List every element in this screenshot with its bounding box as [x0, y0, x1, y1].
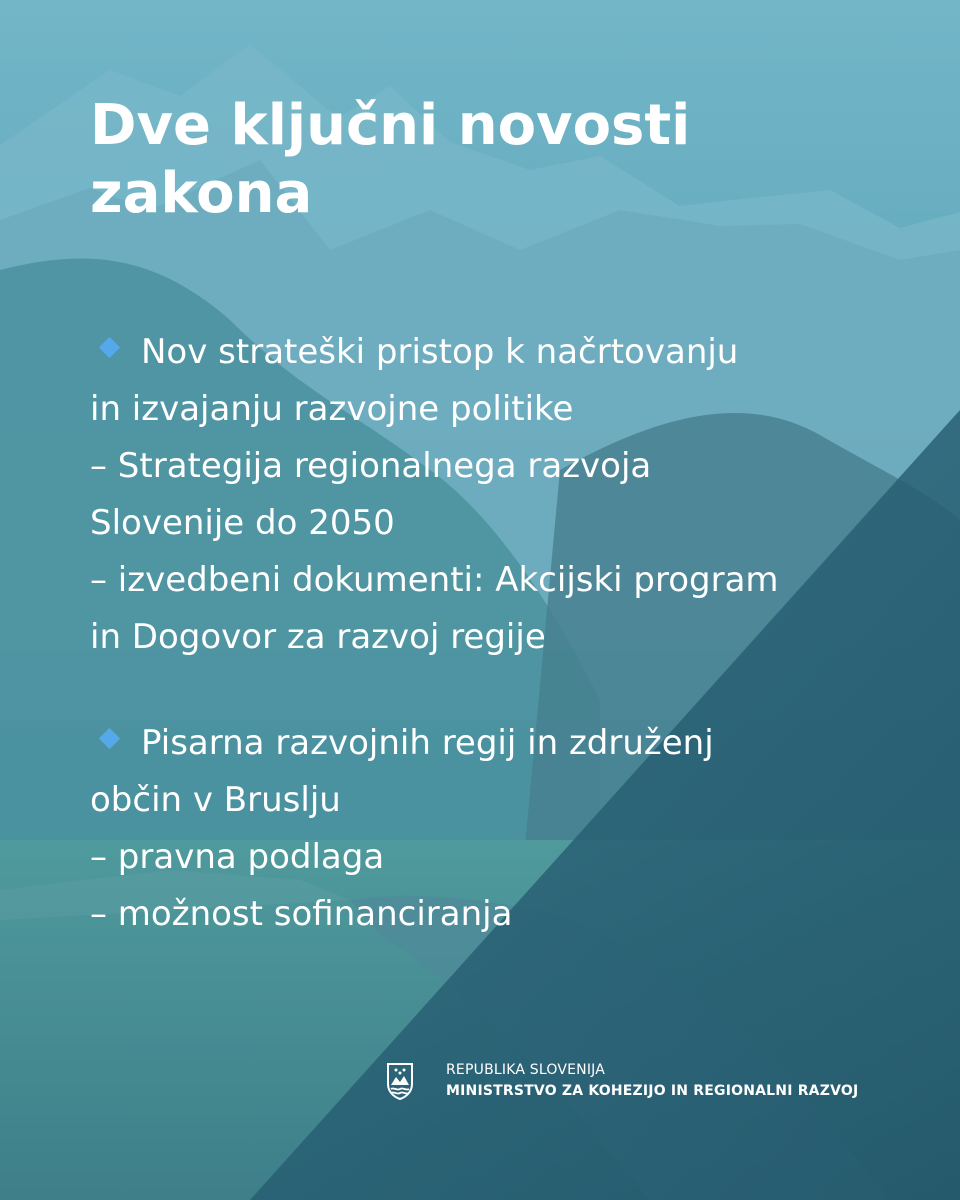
- detail-line: – možnost sofinanciranja: [90, 894, 513, 934]
- detail-line: Slovenije do 2050: [90, 503, 395, 543]
- detail-line: in Dogovor za razvoj regije: [90, 617, 546, 657]
- key-change-2: [90, 715, 880, 943]
- detail-line: – pravna podlaga: [90, 837, 385, 877]
- diamond-bullet-icon: [99, 337, 120, 358]
- key-change-heading-line-1: [90, 715, 880, 772]
- ministry-name: MINISTRSTVO ZA KOHEZIJO IN REGIONALNI RAZVOJ: [446, 1083, 859, 1099]
- key-change-heading-line-2: in izvajanju razvojne politike: [90, 389, 574, 429]
- key-change-heading-line-1: [90, 324, 880, 381]
- key-change-heading-text: Pisarna razvojnih regij in združenj: [141, 723, 714, 763]
- key-change-1: [90, 324, 880, 666]
- detail-line: – Strategija regionalnega razvoja: [90, 446, 652, 486]
- republic-name: REPUBLIKA SLOVENIJA: [446, 1062, 606, 1078]
- diamond-bullet-icon: [99, 728, 120, 749]
- key-change-heading-text: Nov strateški pristop k načrtovanju: [141, 332, 739, 372]
- page-title: Dve ključni novosti zakona: [90, 93, 691, 226]
- detail-line: – izvedbeni dokumenti: Akcijski program: [90, 560, 779, 600]
- slovenian-coat-of-arms-icon: [386, 1062, 414, 1100]
- key-change-heading-line-2: občin v Bruslju: [90, 780, 341, 820]
- ministry-logo: [386, 1060, 906, 1104]
